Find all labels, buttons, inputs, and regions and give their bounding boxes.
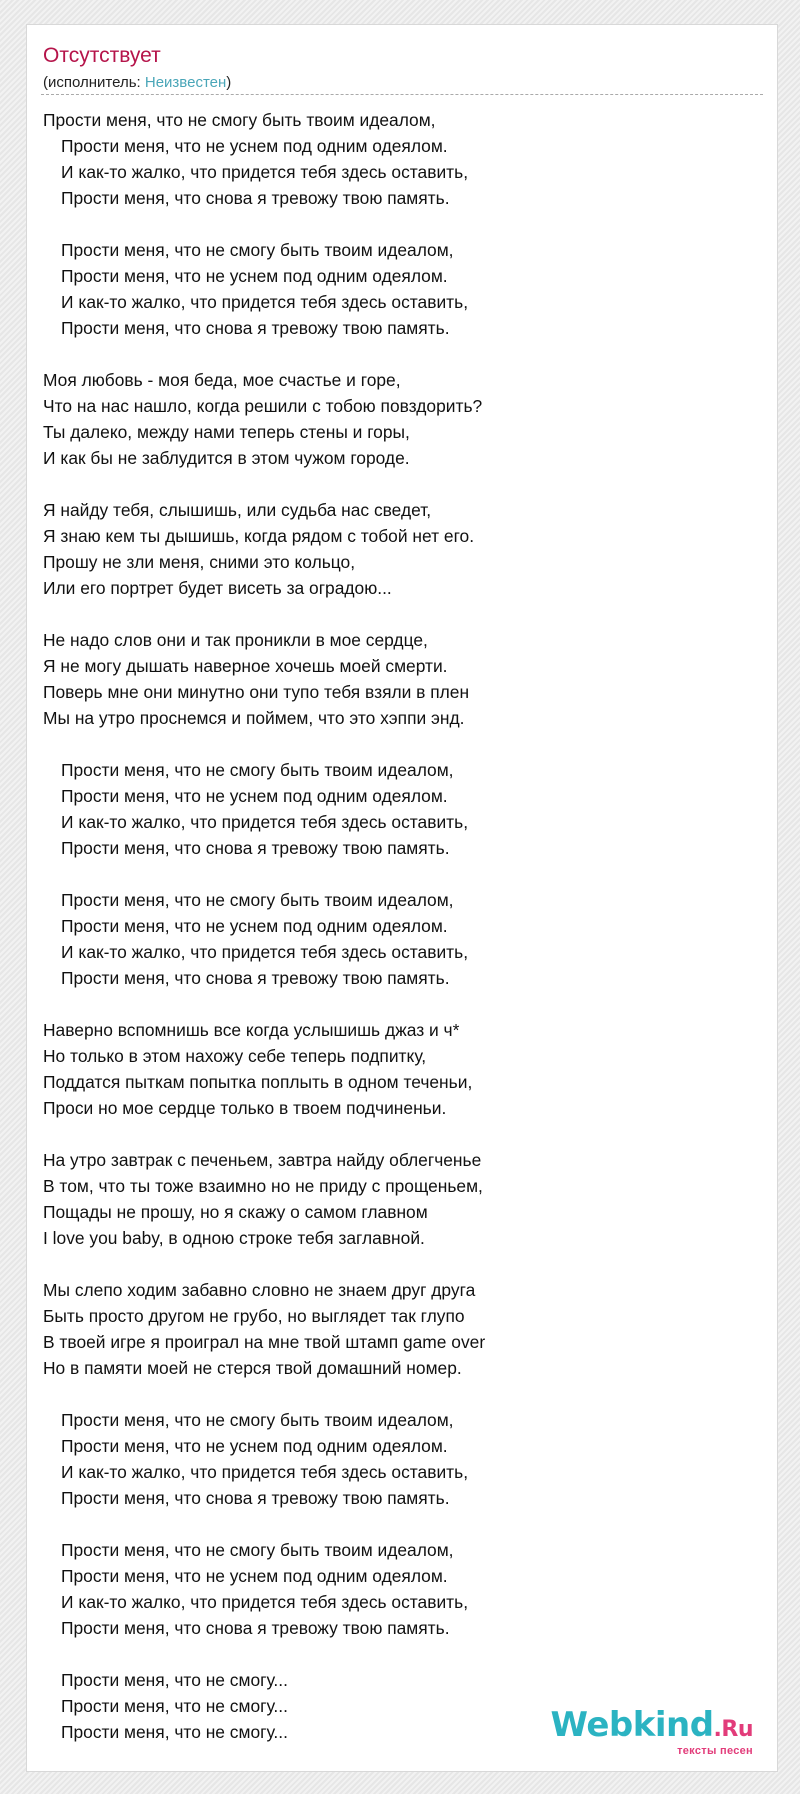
- lyrics-stanza: [43, 237, 743, 341]
- lyrics-line: Но в памяти моей не стерся твой домашний номер.: [43, 1358, 462, 1378]
- lyrics-line: Прости меня, что снова я тревожу твою память.: [61, 318, 450, 338]
- lyrics-line: И как-то жалко, что придется тебя здесь оставить,: [61, 812, 469, 832]
- lyrics-line: Не надо слов они и так проникли в мое сердце,: [43, 630, 428, 650]
- lyrics-line: Прости меня, что не смогу...: [61, 1670, 288, 1690]
- lyrics-line: Прости меня, что не уснем под одним одеялом.: [61, 916, 448, 936]
- lyrics-card: [26, 24, 778, 1772]
- lyrics-line: Прости меня, что не смогу...: [61, 1722, 288, 1742]
- lyrics-line: И как-то жалко, что придется тебя здесь оставить,: [61, 162, 469, 182]
- lyrics-line: Наверно вспомнишь все когда услышишь джаз и ч*: [43, 1020, 460, 1040]
- lyrics-line: Прости меня, что не уснем под одним одеялом.: [61, 786, 448, 806]
- lyrics-line: Я найду тебя, слышишь, или судьба нас сведет,: [43, 500, 432, 520]
- lyrics-line: Что на нас нашло, когда решили с тобою повздорить?: [43, 396, 483, 416]
- lyrics-line: Мы слепо ходим забавно словно не знаем друг друга: [43, 1280, 476, 1300]
- lyrics-line: Я знаю кем ты дышишь, когда рядом с тобой нет его.: [43, 526, 475, 546]
- lyrics-line: Моя любовь - моя беда, мое счастье и горе,: [43, 370, 401, 390]
- lyrics-line: Прости меня, что не смогу...: [61, 1696, 288, 1716]
- lyrics-line: Мы на утро проснемся и поймем, что это хэппи энд.: [43, 708, 465, 728]
- lyrics-line: В том, что ты тоже взаимно но не приду с прощеньем,: [43, 1176, 483, 1196]
- lyrics-stanza: [43, 757, 743, 861]
- lyrics-line: Прости меня, что не уснем под одним одеялом.: [61, 1436, 448, 1456]
- lyrics-line: I love you baby, в одною строке тебя заглавной.: [43, 1228, 425, 1248]
- artist-link[interactable]: Неизвестен: [144, 74, 227, 91]
- lyrics-line: Прости меня, что не смогу быть твоим идеалом,: [61, 890, 454, 910]
- lyrics-line: Прости меня, что не уснем под одним одеялом.: [61, 1566, 448, 1586]
- lyrics-line: И как бы не заблудится в этом чужом городе.: [43, 448, 410, 468]
- song-title: Отсутствует: [43, 44, 161, 67]
- lyrics-line: Прости меня, что не смогу быть твоим идеалом,: [61, 1540, 454, 1560]
- lyrics-line: Быть просто другом не грубо, но выглядет так глупо: [43, 1306, 465, 1326]
- lyrics-line: В твоей игре я проиграл на мне твой штамп game over: [43, 1332, 486, 1352]
- lyrics-stanza: [43, 627, 743, 731]
- lyrics-stanza: [43, 1017, 743, 1121]
- lyrics-line: Прости меня, что не смогу быть твоим идеалом,: [43, 110, 436, 130]
- lyrics-line: Но только в этом нахожу себе теперь подпитку,: [43, 1046, 427, 1066]
- lyrics-line: Прости меня, что снова я тревожу твою память.: [61, 838, 450, 858]
- lyrics-line: Ты далеко, между нами теперь стены и горы,: [43, 422, 410, 442]
- lyrics-line: Поверь мне они минутно они тупо тебя взяли в плен: [43, 682, 470, 702]
- lyrics-line: Прости меня, что не уснем под одним одеялом.: [61, 136, 448, 156]
- lyrics-line: Прости меня, что не смогу быть твоим идеалом,: [61, 760, 454, 780]
- lyrics-line: Прости меня, что снова я тревожу твою память.: [61, 1488, 450, 1508]
- lyrics-line: Прости меня, что снова я тревожу твою память.: [61, 1618, 450, 1638]
- site-logo[interactable]: [550, 1705, 753, 1757]
- lyrics-line: Проси но мое сердце только в твоем подчиненьи.: [43, 1098, 447, 1118]
- lyrics-line: Я не могу дышать наверное хочешь моей смерти.: [43, 656, 448, 676]
- lyrics-stanza: [43, 1537, 743, 1641]
- artist-suffix: ): [226, 74, 232, 91]
- lyrics-stanza: [43, 1407, 743, 1511]
- lyrics-line: Или его портрет будет висеть за оградою...: [43, 578, 392, 598]
- lyrics-stanza: [43, 1147, 743, 1251]
- artist-prefix: (исполнитель:: [43, 74, 145, 91]
- logo-ru-suffix: .Ru: [713, 1717, 753, 1742]
- lyrics-stanza: [43, 107, 743, 211]
- lyrics-line: Прошу не зли меня, сними это кольцо,: [43, 552, 356, 572]
- logo-tagline: тексты песен: [677, 1745, 753, 1757]
- lyrics-line: Прости меня, что снова я тревожу твою память.: [61, 968, 450, 988]
- lyrics-stanza: [43, 887, 743, 991]
- artist-line: [43, 74, 231, 92]
- title-divider: [41, 94, 763, 95]
- lyrics-line: И как-то жалко, что придется тебя здесь оставить,: [61, 1462, 469, 1482]
- logo-wordmark: [550, 1705, 753, 1747]
- lyrics-line: И как-то жалко, что придется тебя здесь оставить,: [61, 292, 469, 312]
- lyrics-line: Прости меня, что снова я тревожу твою память.: [61, 188, 450, 208]
- lyrics-line: Прости меня, что не уснем под одним одеялом.: [61, 266, 448, 286]
- lyrics-stanza: [43, 497, 743, 601]
- lyrics-line: Прости меня, что не смогу быть твоим идеалом,: [61, 240, 454, 260]
- lyrics-line: На утро завтрак с печеньем, завтра найду облегченье: [43, 1150, 482, 1170]
- lyrics-line: И как-то жалко, что придется тебя здесь оставить,: [61, 1592, 469, 1612]
- lyrics-line: И как-то жалко, что придется тебя здесь оставить,: [61, 942, 469, 962]
- lyrics-line: Прости меня, что не смогу быть твоим идеалом,: [61, 1410, 454, 1430]
- lyrics-stanza: [43, 367, 743, 471]
- lyrics-line: Пощады не прошу, но я скажу о самом главном: [43, 1202, 428, 1222]
- lyrics-body: [43, 107, 743, 1771]
- lyrics-line: Поддатся пыткам попытка поплыть в одном теченьи,: [43, 1072, 473, 1092]
- lyrics-stanza: [43, 1277, 743, 1381]
- logo-main-text: Webkind: [550, 1705, 714, 1745]
